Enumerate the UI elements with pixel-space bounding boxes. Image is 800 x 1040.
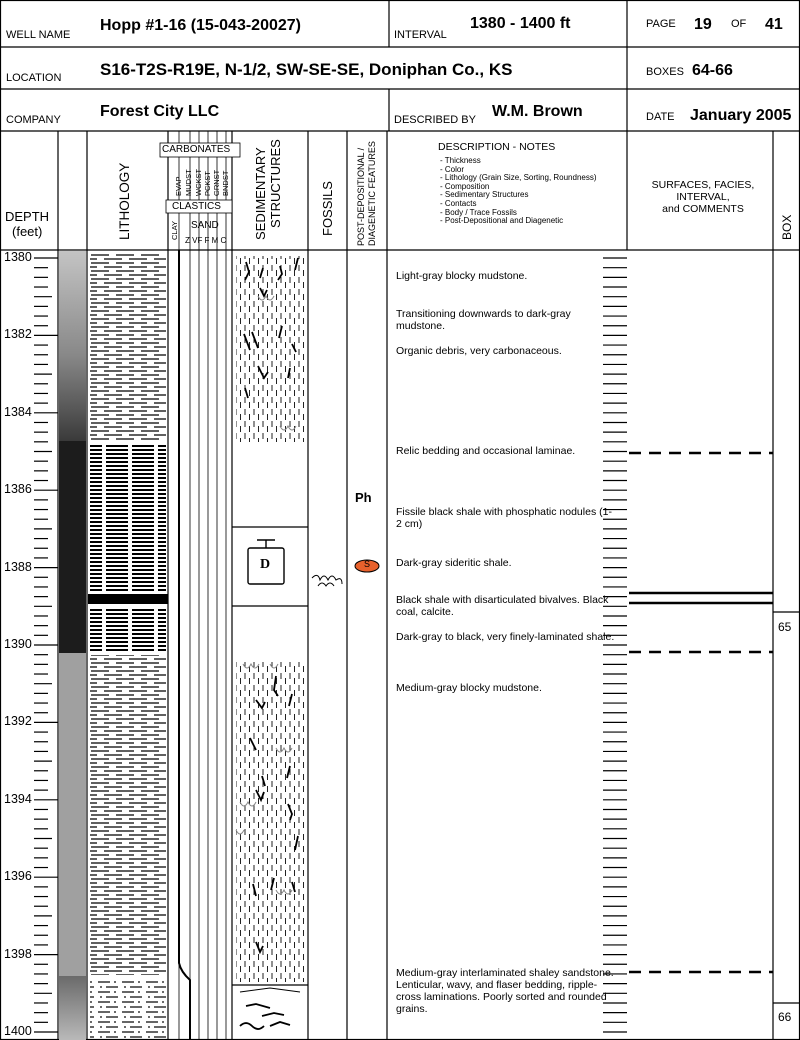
description-note-item: - Lithology (Grain Size, Sorting, Roundness) bbox=[440, 173, 597, 183]
carbonate-type-label: BNDST bbox=[221, 170, 230, 196]
location-label: LOCATION bbox=[6, 72, 62, 84]
d-sign-icon: D bbox=[260, 557, 271, 572]
depth-unit: (feet) bbox=[12, 224, 43, 239]
box-header: BOX bbox=[780, 214, 794, 240]
surfaces-header-3: and COMMENTS bbox=[662, 203, 744, 215]
depth-label: 1396 bbox=[4, 869, 32, 884]
clay-header: CLAY bbox=[170, 220, 179, 240]
description-2: Transitioning downwards to dark-gray mudstone. bbox=[396, 308, 571, 332]
description-9: Medium-gray blocky mudstone. bbox=[396, 682, 542, 694]
description-note-item: - Color bbox=[440, 164, 465, 174]
boxes-value: 64-66 bbox=[692, 62, 733, 79]
carbonate-type-label: WCKST bbox=[194, 168, 203, 196]
box-number-66: 66 bbox=[778, 1010, 792, 1024]
description-4: Relic bedding and occasional laminae. bbox=[396, 445, 576, 457]
fossils-header: FOSSILS bbox=[320, 181, 335, 236]
location-value: S16-T2S-R19E, N-1/2, SW-SE-SE, Doniphan Co., KS bbox=[100, 60, 513, 79]
sand-header: SAND bbox=[191, 220, 219, 231]
depth-label: 1390 bbox=[4, 637, 32, 651]
date-label: DATE bbox=[646, 111, 675, 123]
page-label: PAGE bbox=[646, 18, 676, 30]
depth-label: 1392 bbox=[4, 714, 32, 729]
surfaces-header-2: INTERVAL, bbox=[676, 191, 730, 203]
page-total: 41 bbox=[765, 16, 783, 33]
post-dep-header: POST-DEPOSITIONAL / bbox=[356, 147, 366, 246]
depth-label: 1384 bbox=[4, 404, 32, 419]
page-of-label: OF bbox=[731, 18, 747, 30]
description-note-item: - Post-Depositional and Diagenetic bbox=[440, 216, 564, 226]
description-note-item: - Contacts bbox=[440, 199, 477, 208]
depth-label: 1394 bbox=[4, 791, 32, 806]
description-7: Black shale with disarticulated bivalves. Black coal, calcite. bbox=[396, 594, 609, 618]
description-6: Dark-gray sideritic shale. bbox=[396, 557, 512, 569]
post-dep-header-2: DIAGENETIC FEATURES bbox=[367, 141, 377, 246]
phosphate-label: Ph bbox=[355, 490, 372, 505]
description-3: Organic debris, very carbonaceous. bbox=[396, 345, 562, 357]
described-by-label: DESCRIBED BY bbox=[394, 114, 476, 126]
depth-label: 1400 bbox=[4, 1024, 32, 1038]
well-name-value: Hopp #1-16 (15-043-20027) bbox=[100, 17, 301, 34]
description-note-item: - Composition bbox=[440, 181, 490, 191]
company-value: Forest City LLC bbox=[100, 103, 220, 120]
depth-label: 1382 bbox=[4, 327, 32, 342]
depth-label: 1388 bbox=[4, 559, 32, 574]
carbonates-header: CARBONATES bbox=[162, 144, 231, 155]
description-note-item: - Body / Trace Fossils bbox=[440, 207, 517, 217]
sed-structures-header: SEDIMENTARY bbox=[253, 147, 268, 240]
surfaces-header: SURFACES, FACIES, bbox=[651, 179, 755, 191]
depth-label: 1386 bbox=[4, 482, 32, 497]
date-value: January 2005 bbox=[690, 107, 792, 124]
depth-label: 1398 bbox=[4, 946, 32, 961]
description-header: DESCRIPTION - NOTES bbox=[438, 141, 556, 153]
company-label: COMPANY bbox=[6, 114, 61, 126]
description-10: Medium-gray interlaminated shaley sandstone. Lenticular, wavy, and flaser bedding, ripple-cross laminations. Poorly sorted and rounded grains. bbox=[396, 967, 614, 1015]
description-8: Dark-gray to black, very finely-laminated shale. bbox=[396, 631, 615, 643]
depth-label: 1380 bbox=[4, 250, 32, 264]
described-by-value: W.M. Brown bbox=[492, 103, 583, 120]
grain-size-scale: Z VF F M C bbox=[185, 236, 227, 245]
carbonate-type-label: EVAP bbox=[174, 176, 183, 196]
carbonate-type-label: PCKST bbox=[203, 170, 212, 196]
carbonate-type-label: MUDST bbox=[184, 169, 193, 196]
depth-header: DEPTH bbox=[5, 209, 50, 224]
boxes-label: BOXES bbox=[646, 66, 684, 78]
carbonate-type-label: GRNST bbox=[212, 169, 221, 196]
lithology-header: LITHOLOGY bbox=[117, 162, 132, 240]
sed-structures-header-2: STRUCTURES bbox=[268, 139, 283, 228]
siderite-label: S bbox=[364, 559, 371, 569]
box-number-65: 65 bbox=[778, 620, 792, 634]
description-note-item: - Sedimentary Structures bbox=[440, 190, 529, 200]
description-1: Light-gray blocky mudstone. bbox=[396, 270, 528, 282]
interval-label: INTERVAL bbox=[394, 29, 447, 41]
description-5: Fissile black shale with phosphatic nodules (1-2 cm) bbox=[396, 506, 612, 530]
description-note-item: - Thickness bbox=[440, 156, 481, 165]
clastics-header: CLASTICS bbox=[172, 201, 221, 212]
well-name-label: WELL NAME bbox=[6, 29, 71, 41]
page-number: 19 bbox=[694, 16, 712, 33]
interval-value: 1380 - 1400 ft bbox=[470, 15, 571, 32]
